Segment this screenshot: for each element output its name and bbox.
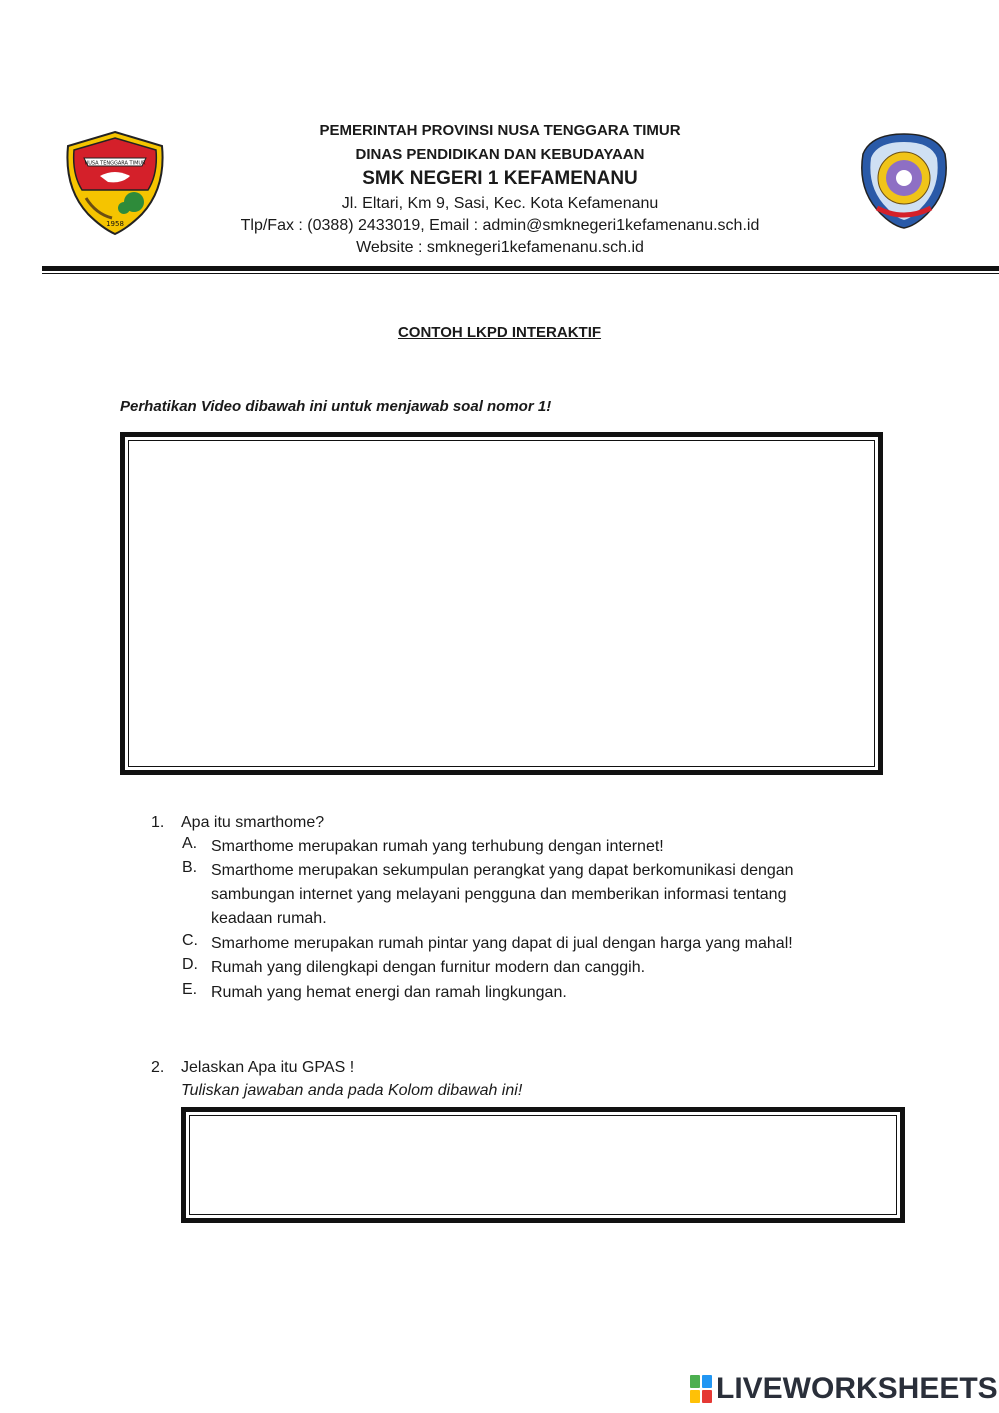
option-text: Smarthome merupakan rumah yang terhubung dengan internet!: [211, 838, 664, 855]
video-frame-inner-border: [128, 440, 875, 767]
school-name: SMK NEGERI 1 KEFAMENANU: [362, 168, 638, 189]
answer-input-box[interactable]: [181, 1107, 905, 1223]
header-divider-thick: [42, 266, 999, 271]
header-divider-thin: [42, 273, 999, 274]
school-website: Website : smknegeri1kefamenanu.sch.id: [356, 239, 644, 256]
crest-banner-text: NUSA TENGGARA TIMUR: [84, 160, 146, 167]
option-text: Smarthome merupakan sekumpulan perangkat yang dapat berkomunikasi dengan sambungan internet yang melayani pengguna dan memberikan informasi tentang keadaan rumah.: [211, 862, 794, 927]
question-2-number: 2.: [151, 1059, 165, 1076]
option-text: Smarhome merupakan rumah pintar yang dapat di jual dengan harga yang mahal!: [211, 935, 793, 952]
question-1-text: Apa itu smarthome?: [181, 814, 325, 831]
option-letter: B.: [182, 859, 198, 876]
department-heading: DINAS PENDIDIKAN DAN KEBUDAYAAN: [355, 146, 645, 163]
government-heading: PEMERINTAH PROVINSI NUSA TENGGARA TIMUR: [319, 122, 681, 139]
option-letter: E.: [182, 981, 198, 998]
school-emblem-icon: [857, 130, 951, 230]
question-2-hint: Tuliskan jawaban anda pada Kolom dibawah ini!: [181, 1082, 523, 1099]
document-title: CONTOH LKPD INTERAKTIF: [397, 324, 602, 341]
option-letter: A.: [182, 835, 198, 852]
school-contact: Tlp/Fax : (0388) 2433019, Email : admin@smknegeri1kefamenanu.sch.id: [240, 217, 760, 234]
option-letter: D.: [182, 956, 198, 973]
school-address: Jl. Eltari, Km 9, Sasi, Kec. Kota Kefamenanu: [341, 195, 659, 212]
video-frame[interactable]: [120, 432, 883, 775]
brand-name: LIVEWORKSHEETS: [716, 1372, 998, 1405]
crest-year: 1958: [106, 220, 124, 228]
question-1-number: 1.: [151, 814, 165, 831]
option-letter: C.: [182, 932, 198, 949]
video-instruction: Perhatikan Video dibawah ini untuk menjawab soal nomor 1!: [120, 398, 552, 415]
liveworksheets-logo: [690, 1372, 998, 1406]
question-2-text: Jelaskan Apa itu GPAS !: [181, 1059, 355, 1076]
answer-box-inner-border: [189, 1115, 897, 1215]
liveworksheets-mark-icon: [690, 1375, 712, 1403]
option-text: Rumah yang dilengkapi dengan furnitur modern dan canggih.: [211, 959, 646, 976]
option-text: Rumah yang hemat energi dan ramah lingkungan.: [211, 984, 567, 1001]
